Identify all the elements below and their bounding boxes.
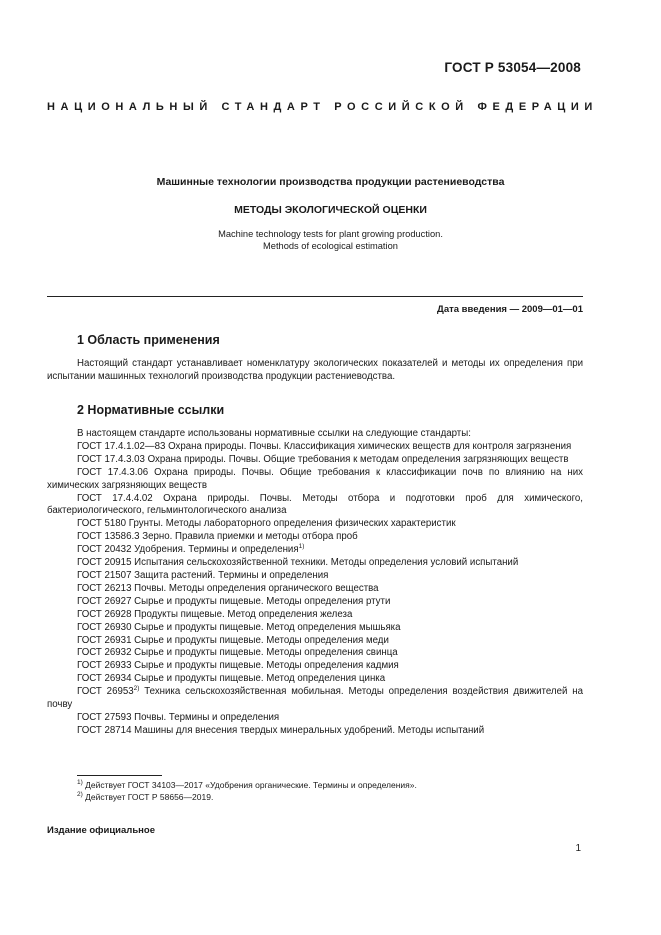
section-1-paragraph: Настоящий стандарт устанавливает номенклатуру экологических показателей и методы их определения при испытании машинных технологий производства продукции растениеводства. xyxy=(47,358,583,382)
section-1-text xyxy=(47,358,583,384)
reference-item: ГОСТ 5180 Грунты. Методы лабораторного определения физических характеристик xyxy=(77,518,456,530)
national-standard-banner: НАЦИОНАЛЬНЫЙ СТАНДАРТ РОССИЙСКОЙ ФЕДЕРАЦИИ xyxy=(47,101,598,113)
title-divider xyxy=(47,296,583,297)
title-english-line-1: Machine technology tests for plant growing production. xyxy=(218,229,443,239)
footnote-1-text: Действует ГОСТ 34103—2017 «Удобрения органические. Термины и определения». xyxy=(85,780,417,790)
reference-item: ГОСТ 17.4.4.02 Охрана природы. Почвы. Методы отбора и подготовки проб для химического, бактериологического, гельминтологического анализа xyxy=(47,492,583,517)
reference-text: ГОСТ 20432 Удобрения. Термины и определения xyxy=(77,544,299,556)
reference-item: ГОСТ 21507 Защита растений. Термины и определения xyxy=(77,569,329,581)
title-russian: Машинные технологии производства продукции растениеводства xyxy=(156,176,505,188)
footnote-1 xyxy=(77,779,417,791)
footnote-2-mark: 2) xyxy=(77,791,83,799)
reference-item: ГОСТ 17.4.3.03 Охрана природы. Почвы. Общие требования к методам определения загрязняющих веществ xyxy=(77,453,569,465)
footnotes xyxy=(77,779,417,803)
footnote-2 xyxy=(77,791,417,803)
introduction-date: Дата введения — 2009—01—01 xyxy=(437,304,583,315)
reference-code: ГОСТ 26953 xyxy=(77,686,134,698)
footnote-divider xyxy=(77,775,162,776)
reference-item: ГОСТ 26931 Сырье и продукты пищевые. Методы определения меди xyxy=(77,634,389,646)
reference-item: ГОСТ 26928 Продукты пищевые. Метод определения железа xyxy=(77,608,353,620)
footnote-mark-2: 2) xyxy=(133,684,140,692)
references-list xyxy=(47,428,583,738)
official-edition: Издание официальное xyxy=(47,825,155,836)
reference-item: ГОСТ 26213 Почвы. Методы определения органического вещества xyxy=(77,582,379,594)
reference-item: ГОСТ 20915 Испытания сельскохозяйственной техники. Методы определения условий испытаний xyxy=(77,557,519,569)
title-english-line-2: Methods of ecological estimation xyxy=(263,241,398,251)
reference-item: ГОСТ 26932 Сырье и продукты пищевые. Методы определения свинца xyxy=(77,647,398,659)
section-1-heading: 1 Область применения xyxy=(77,333,220,347)
gost-number: ГОСТ Р 53054—2008 xyxy=(444,60,581,75)
reference-item: ГОСТ 17.4.1.02—83 Охрана природы. Почвы. Классификация химических веществ для контроля загрязнения xyxy=(77,440,572,452)
reference-item: ГОСТ 26927 Сырье и продукты пищевые. Методы определения ртути xyxy=(77,595,391,607)
footnote-2-text: Действует ГОСТ Р 58656—2019. xyxy=(85,792,214,802)
section-2-heading: 2 Нормативные ссылки xyxy=(77,403,225,417)
reference-item xyxy=(47,686,583,712)
title-methods: МЕТОДЫ ЭКОЛОГИЧЕСКОЙ ОЦЕНКИ xyxy=(234,204,427,216)
reference-item: ГОСТ 27593 Почвы. Термины и определения xyxy=(77,711,280,723)
title-english xyxy=(0,228,661,252)
references-intro: В настоящем стандарте использованы нормативные ссылки на следующие стандарты: xyxy=(77,428,471,439)
reference-item: ГОСТ 26934 Сырье и продукты пищевые. Метод определения цинка xyxy=(77,673,386,685)
footnote-1-mark: 1) xyxy=(77,779,83,787)
reference-text: Техника сельскохозяйственная мобильная. Методы определения воздействия движителей на почву xyxy=(47,686,583,711)
reference-item: ГОСТ 13586.3 Зерно. Правила приемки и методы отбора проб xyxy=(77,531,358,543)
reference-item: ГОСТ 26930 Сырье и продукты пищевые. Метод определения мышьяка xyxy=(77,621,401,633)
reference-item: ГОСТ 28714 Машины для внесения твердых минеральных удобрений. Методы испытаний xyxy=(77,724,485,736)
page-number: 1 xyxy=(575,843,581,854)
reference-item xyxy=(47,544,583,557)
reference-item: ГОСТ 26933 Сырье и продукты пищевые. Методы определения кадмия xyxy=(77,660,399,672)
footnote-mark-1: 1) xyxy=(298,542,305,550)
reference-item: ГОСТ 17.4.3.06 Охрана природы. Почвы. Общие требования к классификации почв по влиянию на них химических загрязняющих веществ xyxy=(47,466,583,491)
